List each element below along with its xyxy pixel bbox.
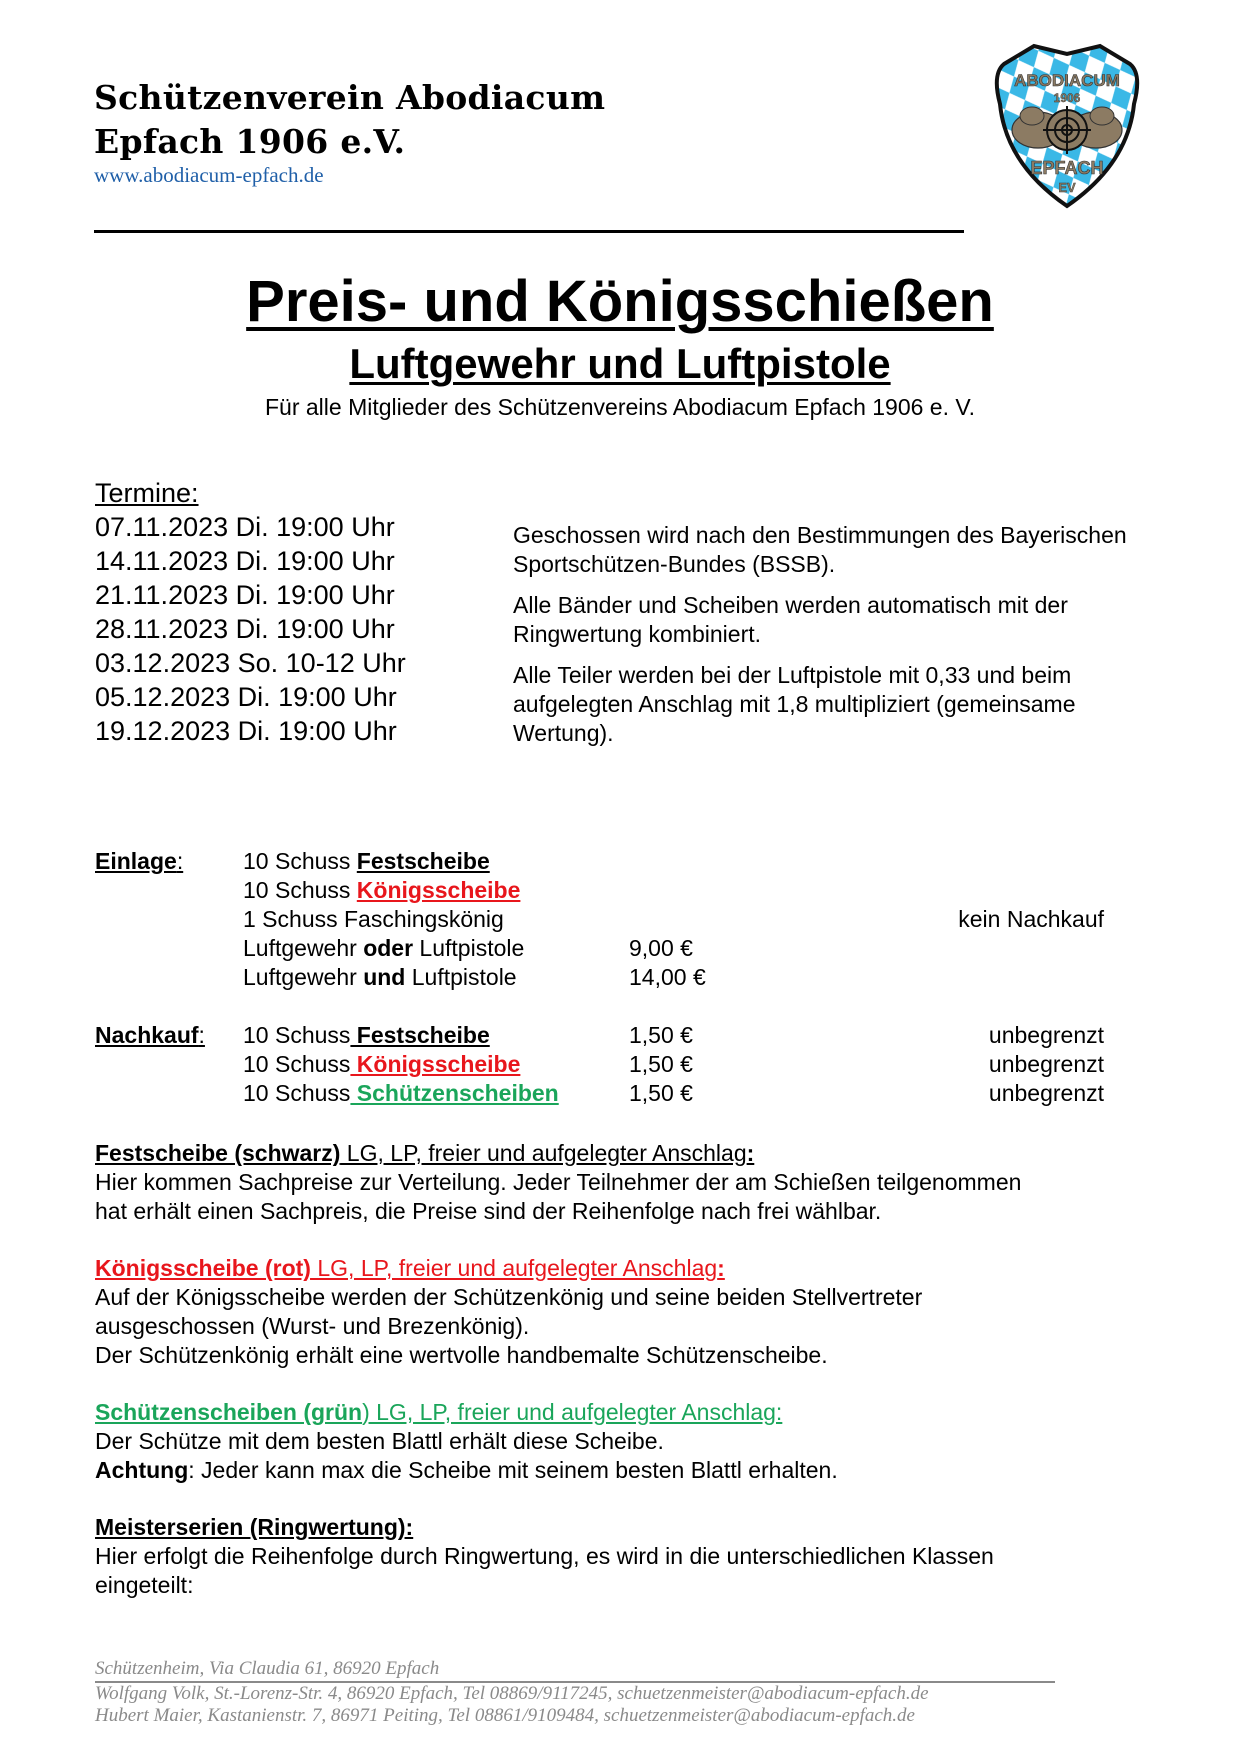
section-heading: Festscheibe (schwarz) LG, LP, freier und aufgelegter Anschlag: [95, 1140, 755, 1166]
einlage-row: 1 Schuss Faschingskönig [243, 906, 504, 932]
schedule-date: 03.12.2023 So. 10-12 Uhr [95, 648, 406, 678]
nachkauf-note: unbegrenzt [988, 1051, 1104, 1077]
schedule-date: 21.11.2023 Di. 19:00 Uhr [95, 580, 395, 610]
section-heading: Meisterserien (Ringwertung): [95, 1514, 414, 1540]
svg-text:1906: 1906 [1053, 91, 1081, 105]
schedule-date: 19.12.2023 Di. 19:00 Uhr [95, 716, 397, 746]
section-schuetzenscheiben [95, 1398, 1155, 1485]
nachkauf-price: 1,50 € [629, 1022, 693, 1048]
club-name [94, 76, 605, 164]
einlage-row: Luftgewehr und Luftpistole [243, 964, 517, 990]
schedule-heading: Termine: [95, 478, 199, 508]
section-text: hat erhält einen Sachpreis, die Preise sind der Reihenfolge nach frei wählbar. [95, 1198, 882, 1224]
rules-block [513, 521, 1133, 760]
einlage-row: 10 Schuss Festscheibe [243, 848, 490, 874]
nachkauf-table [0, 1021, 1240, 1111]
nachkauf-row: 10 Schuss Schützenscheiben [243, 1080, 559, 1106]
svg-text:EPFACH: EPFACH [1030, 158, 1104, 178]
svg-text:EV: EV [1058, 180, 1076, 195]
section-text: Auf der Königsscheibe werden der Schützenkönig und seine beiden Stellvertreter [95, 1284, 923, 1310]
rule-paragraph: Alle Bänder und Scheiben werden automatisch mit der Ringwertung kombiniert. [513, 592, 1068, 647]
section-heading: Schützenscheiben (grün) LG, LP, freier und aufgelegter Anschlag: [95, 1399, 783, 1425]
einlage-note: kein Nachkauf [958, 906, 1104, 932]
audience-line: Für alle Mitglieder des Schützenvereins Abodiacum Epfach 1906 e. V. [264, 394, 975, 420]
page-footer [95, 1658, 1055, 1727]
einlage-table [0, 847, 1240, 997]
rule-paragraph: Alle Teiler werden bei der Luftpistole mit 0,33 und beim aufgelegten Anschlag mit 1,8 multipliziert (gemeinsame Wertung). [513, 662, 1076, 746]
club-name-line2: Epfach 1906 e.V. [94, 122, 406, 161]
section-text: Der Schütze mit dem besten Blattl erhält diese Scheibe. [95, 1428, 664, 1454]
schedule-date: 07.11.2023 Di. 19:00 Uhr [95, 512, 395, 542]
footer-contact: Hubert Maier, Kastanienstr. 7, 86971 Peiting, Tel 08861/9109484, schuetzenmeister@abodiacum-epfach.de [95, 1705, 915, 1726]
schedule-date: 05.12.2023 Di. 19:00 Uhr [95, 682, 397, 712]
nachkauf-row: 10 Schuss Festscheibe [243, 1022, 490, 1048]
club-crest-icon [982, 34, 1152, 214]
footer-address: Schützenheim, Via Claudia 61, 86920 Epfach [95, 1658, 1055, 1683]
svg-text:ABODIACUM: ABODIACUM [1014, 71, 1120, 90]
nachkauf-price: 1,50 € [629, 1080, 693, 1106]
club-website-link[interactable]: www.abodiacum-epfach.de [94, 163, 324, 187]
section-text: Hier erfolgt die Reihenfolge durch Ringwertung, es wird in die unterschiedlichen Klassen [95, 1543, 994, 1569]
section-meisterserien [95, 1513, 1155, 1600]
section-text: Achtung: Jeder kann max die Scheibe mit seinem besten Blattl erhalten. [95, 1457, 838, 1483]
section-festscheibe [95, 1139, 1155, 1226]
einlage-price: 14,00 € [629, 964, 706, 990]
einlage-row: 10 Schuss Königsscheibe [243, 877, 521, 903]
footer-contact: Wolfgang Volk, St.-Lorenz-Str. 4, 86920 Epfach, Tel 08869/9117245, schuetzenmeister@abodiacum-epfach.de [95, 1683, 929, 1704]
nachkauf-note: unbegrenzt [988, 1080, 1104, 1106]
page-subtitle: Luftgewehr und Luftpistole [349, 340, 891, 387]
section-text: Der Schützenkönig erhält eine wertvolle handbemalte Schützenscheibe. [95, 1342, 828, 1368]
header-divider [94, 230, 964, 233]
club-name-line1: Schützenverein Abodiacum [94, 78, 606, 117]
club-logo [982, 34, 1152, 214]
section-koenigsscheibe [95, 1254, 1155, 1370]
section-text: eingeteilt: [95, 1572, 194, 1598]
rule-paragraph: Geschossen wird nach den Bestimmungen des Bayerischen Sportschützen-Bundes (BSSB). [513, 522, 1127, 577]
schedule-list [95, 476, 406, 748]
nachkauf-label: Nachkauf: [95, 1022, 205, 1048]
section-text: Hier kommen Sachpreise zur Verteilung. Jeder Teilnehmer der am Schießen teilgenommen [95, 1169, 1022, 1195]
schedule-date: 14.11.2023 Di. 19:00 Uhr [95, 546, 395, 576]
page-title: Preis- und Königsschießen [246, 269, 994, 334]
nachkauf-price: 1,50 € [629, 1051, 693, 1077]
nachkauf-row: 10 Schuss Königsscheibe [243, 1051, 521, 1077]
einlage-row: Luftgewehr oder Luftpistole [243, 935, 525, 961]
einlage-label: Einlage: [95, 848, 184, 874]
section-text: ausgeschossen (Wurst- und Brezenkönig). [95, 1313, 530, 1339]
nachkauf-note: unbegrenzt [988, 1022, 1104, 1048]
schedule-date: 28.11.2023 Di. 19:00 Uhr [95, 614, 395, 644]
einlage-price: 9,00 € [629, 935, 693, 961]
section-heading: Königsscheibe (rot) LG, LP, freier und aufgelegter Anschlag: [95, 1255, 725, 1281]
